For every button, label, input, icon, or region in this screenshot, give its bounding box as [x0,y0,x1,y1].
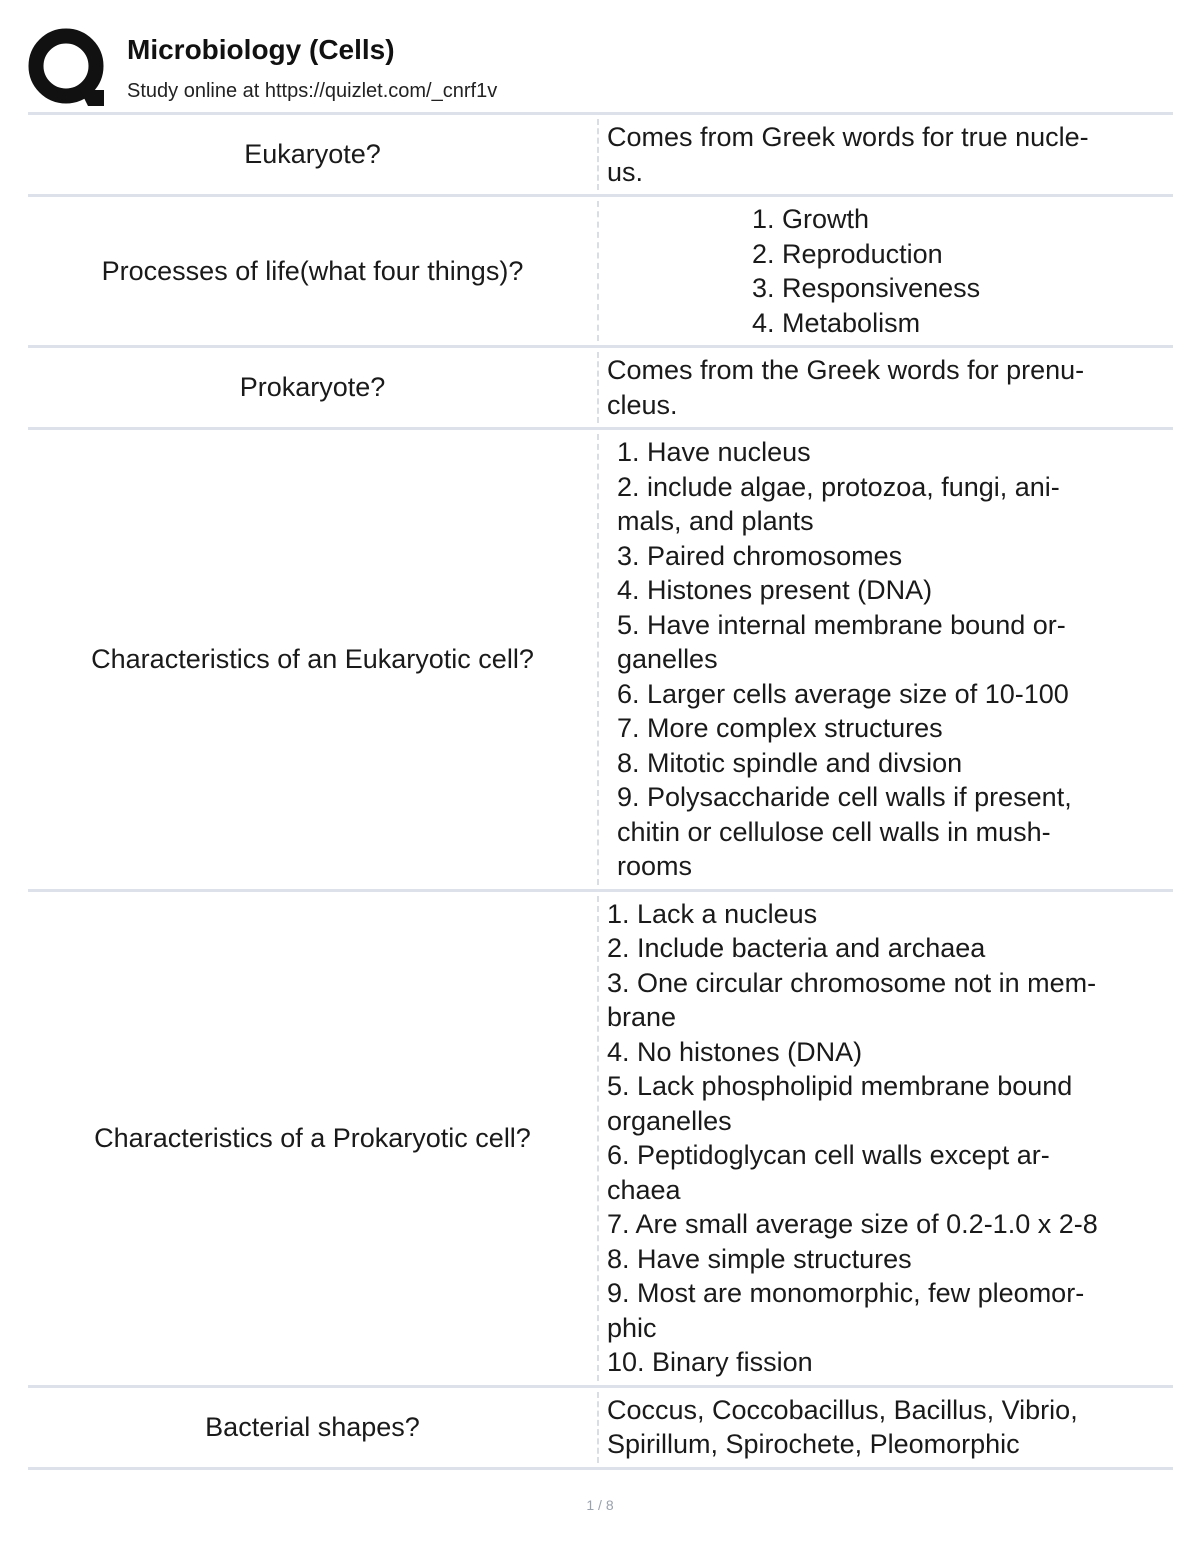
flashcard-definition [599,201,1173,341]
flashcard-row [28,430,1173,892]
definition-line: Comes from the Greek words for prenu- [607,355,1085,385]
definition-line: us. [607,156,644,187]
definition-line: 3. One circular chromosome not in mem- [607,967,1097,998]
flashcard-row [28,1388,1173,1470]
definition-line: 7. More complex structures [617,713,943,743]
definition-line: brane [607,1002,677,1032]
flashcard-row [28,197,1173,348]
definition-line: Spirillum, Spirochete, Pleomorphic [607,1429,1020,1459]
definition-line: 9. Polysaccharide cell walls if present, [617,782,1072,812]
definition-line: 2. Reproduction [752,238,943,269]
header [28,28,1178,108]
definition-line: 7. Are small average size of 0.2-1.0 x 2-8 [607,1209,1098,1239]
definition-line: cleus. [607,389,678,420]
flashcard-list [28,112,1173,1470]
definition-line: 5. Have internal membrane bound or- [617,609,1066,640]
flashcard-definition [599,352,1173,423]
definition-line: 3. Responsiveness [752,273,981,303]
definition-line: chaea [607,1174,681,1205]
definition-line: organelles [607,1105,732,1136]
definition-line: 2. include algae, protozoa, fungi, ani- [617,471,1060,502]
definition-line: 9. Most are monomorphic, few pleomor- [607,1278,1085,1308]
definition-line: 1. Growth [752,204,870,234]
definition-line: phic [607,1312,657,1343]
definition-line: 4. Metabolism [752,307,921,338]
flashcard-definition [599,896,1173,1381]
flashcard-row [28,892,1173,1388]
flashcard-term: Processes of life(what four things)? [28,201,599,341]
definition-line: 2. Include bacteria and archaea [607,933,986,963]
flashcard-term: Prokaryote? [28,352,599,423]
flashcard-term: Characteristics of an Eukaryotic cell? [28,434,599,885]
definition-line: 1. Lack a nucleus [607,898,818,929]
definition-line: chitin or cellulose cell walls in mush- [617,816,1051,847]
flashcard-row [28,348,1173,430]
flashcard-term: Eukaryote? [28,119,599,190]
flashcard-row [28,115,1173,197]
definition-line: Comes from Greek words for true nucle- [607,122,1089,152]
definition-line: 3. Paired chromosomes [617,540,903,571]
page-title: Microbiology (Cells) [127,34,395,65]
definition-line: ganelles [617,644,718,674]
definition-line: 1. Have nucleus [617,437,811,467]
page-subtitle: Study online at https://quizlet.com/_cnrf1v [127,80,498,102]
definition-line: mals, and plants [617,506,814,536]
definition-line: 6. Larger cells average size of 10-100 [617,678,1069,709]
flashcard-definition [599,1392,1173,1463]
definition-line: 4. No histones (DNA) [607,1036,863,1067]
definition-line: 8. Mitotic spindle and divsion [617,747,963,778]
definition-line: 8. Have simple structures [607,1243,912,1274]
flashcard-definition [599,119,1173,190]
flashcard-term: Characteristics of a Prokaryotic cell? [28,896,599,1381]
definition-line: 5. Lack phospholipid membrane bound [607,1071,1073,1101]
definition-line: 6. Peptidoglycan cell walls except ar- [607,1140,1050,1170]
flashcard-term: Bacterial shapes? [28,1392,599,1463]
page-indicator: 1 / 8 [586,1497,614,1513]
definition-line: 4. Histones present (DNA) [617,575,933,605]
definition-line: rooms [617,851,693,881]
quizlet-logo-icon [28,28,108,108]
flashcard-definition [599,434,1173,885]
definition-line: Coccus, Coccobacillus, Bacillus, Vibrio, [607,1394,1078,1425]
definition-line: 10. Binary fission [607,1347,813,1377]
